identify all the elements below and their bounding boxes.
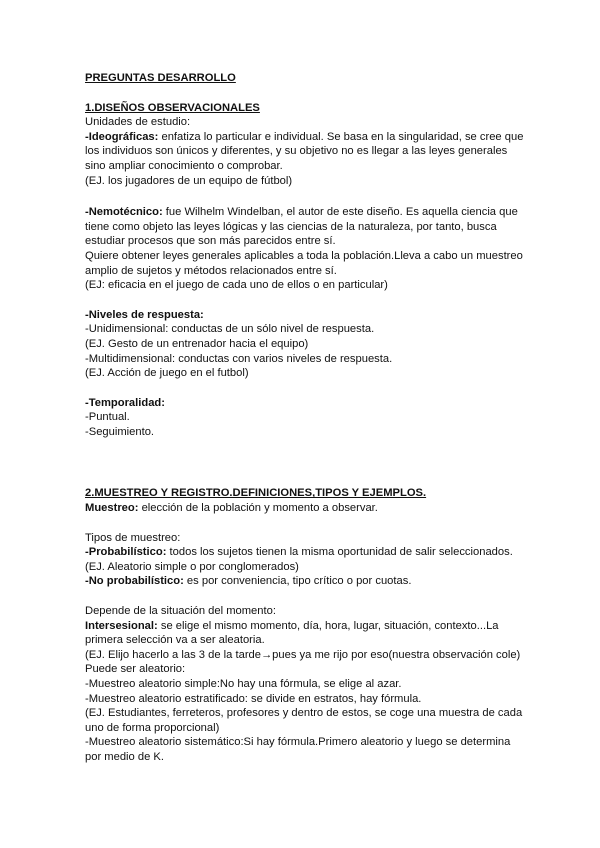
probabilistico-label: -Probabilístico: (85, 546, 167, 559)
temporalidad-item-2: -Seguimiento. (85, 425, 155, 438)
aleatorio-item-1: -Muestreo aleatorio simple:No hay una fórmula, se elige al azar. (85, 678, 402, 690)
muestreo-label: Muestreo: (85, 502, 139, 515)
section-1-heading: 1.DISEÑOS OBSERVACIONALES (85, 101, 260, 114)
intersesional-paragraph (85, 619, 525, 648)
units-intro: Unidades de estudio: (85, 116, 191, 129)
ideograficas-paragraph (85, 130, 525, 174)
intersesional-label: Intersesional: (85, 619, 158, 632)
ideograficas-example: (EJ. los jugadores de un equipo de fútbol) (85, 174, 293, 187)
depende-intro: Depende de la situación del momento: (85, 605, 276, 618)
probabilistico-text: todos los sujetos tienen la misma oportunidad de salir seleccionados. (166, 546, 513, 559)
section-2-heading: 2.MUESTREO Y REGISTRO.DEFINICIONES,TIPOS Y EJEMPLOS. (85, 487, 427, 500)
temporalidad-item-1: -Puntual. (85, 411, 130, 424)
muestreo-text: elección de la población y momento a observar. (138, 502, 378, 515)
nemotecnico-paragraph (85, 205, 525, 249)
niveles-label: -Niveles de respuesta: (85, 308, 204, 321)
no-probabilistico-paragraph (85, 574, 525, 589)
niveles-item-1: -Unidimensional: conductas de un sólo nivel de respuesta. (85, 323, 375, 336)
no-probabilistico-text: es por conveniencia, tipo crítico o por cuotas. (183, 575, 412, 588)
probabilistico-paragraph (85, 545, 525, 560)
nemotecnico-label: -Nemotécnico: (85, 206, 163, 219)
nemotecnico-example: (EJ: eficacia en el juego de cada uno de ellos o en particular) (85, 279, 388, 292)
niveles-item-2: -Multidimensional: conductas con varios niveles de respuesta. (85, 352, 393, 365)
nemotecnico-paragraph-2: Quiere obtener leyes generales aplicables a toda la población.Lleva a cabo un muestreo amplio de sujetos y métodos relacionados entre sí. (85, 249, 523, 277)
temporalidad-label: -Temporalidad: (85, 396, 165, 409)
ideograficas-text: enfatiza lo particular e individual. Se basa en la singularidad, se cree que los individuos son únicos y diferentes, y su objetivo no es llegar a las leyes generales sino ampliar conocimiento o comprobar. (85, 130, 524, 172)
nemotecnico-text: fue Wilhelm Windelban, el autor de este diseño. Es aquella ciencia que tiene como objeto las leyes lógicas y las ciencias de la naturaleza, por tanto, busca estudiar procesos que son más parecidos entre sí. (85, 206, 518, 248)
intersesional-example: (EJ. Elijo hacerlo a las 3 de la tarde→pues ya me rijo por eso(nuestra observación cole) (85, 648, 521, 661)
document-title: PREGUNTAS DESARROLLO (85, 72, 236, 84)
probabilistico-example: (EJ. Aleatorio simple o por conglomerados) (85, 560, 299, 573)
aleatorio-item-3: -Muestreo aleatorio sistemático:Si hay fórmula.Primero aleatorio y luego se determina por medio de K. (85, 736, 511, 763)
document-body (85, 71, 525, 765)
ideograficas-label: -Ideográficas: (85, 130, 159, 143)
tipos-intro: Tipos de muestreo: (85, 531, 181, 544)
no-probabilistico-label: -No probabilístico: (85, 575, 184, 588)
niveles-item-2-example: (EJ. Acción de juego en el futbol) (85, 367, 249, 380)
aleatorio-intro: Puede ser aleatorio: (85, 663, 186, 676)
aleatorio-item-2-example: (EJ. Estudiantes, ferreteros, profesores y dentro de estos, se coge una muestra de cada uno de forma proporcional) (85, 707, 523, 734)
niveles-item-1-example: (EJ. Gesto de un entrenador hacia el equipo) (85, 337, 309, 350)
intersesional-text: se elige el mismo momento, día, hora, lugar, situación, contexto...La primera selección va a ser aleatoria. (85, 619, 499, 647)
aleatorio-item-2: -Muestreo aleatorio estratificado: se divide en estratos, hay fórmula. (85, 692, 422, 705)
muestreo-definition (85, 501, 525, 516)
